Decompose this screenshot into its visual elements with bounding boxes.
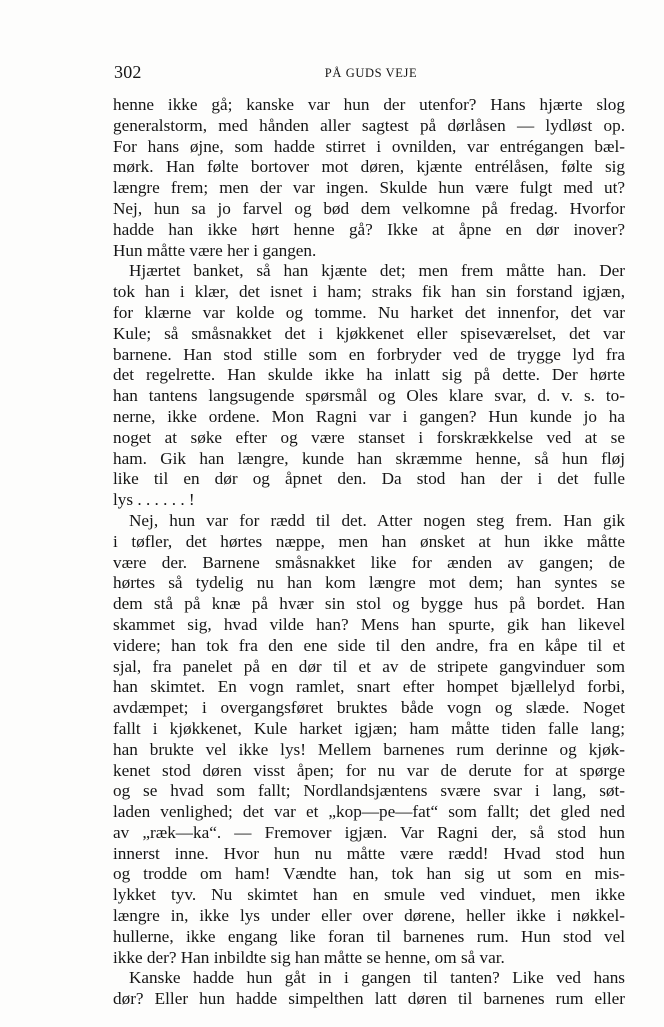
text-line: han brukte vel ikke lys! Mellem barnenes rum derinne og kjøk- (113, 739, 625, 759)
text-line: længre in, ikke lys under eller over dørene, heller ikke i nøkkel- (113, 906, 625, 926)
text-line: av „ræk—ka“. — Fremover igjæn. Var Ragni der, så stod hun (113, 822, 625, 842)
text-line: Hjærtet banket, så han kjænte det; men frem måtte han. Der (129, 261, 625, 281)
text-line: i tøfler, det hørtes næppe, men han ønsket at hun ikke måtte (113, 531, 625, 551)
text-line: Hun måtte være her i gangen. (113, 240, 317, 260)
text-line: lykket tyv. Nu skimtet han en smule ved vinduet, men ikke (113, 885, 625, 905)
text-line: for klærne var kolde og tomme. Nu harket det innenfor, det var (113, 302, 625, 322)
text-line: hørtes så tydelig nu han kom længre mot dem; han syntes se (113, 573, 625, 593)
text-line: Kule; så småsnakket det i kjøkkenet eller spiseværelset, det var (113, 323, 625, 343)
text-line: For hans øjne, som hadde stirret i ovnilden, var entrégangen bæl- (113, 136, 625, 156)
text-line: Kanske hadde hun gåt in i gangen til tanten? Like ved hans (129, 968, 625, 988)
text-line: like til en dør og åpnet den. Da stod han der i det fulle (113, 469, 625, 489)
text-line: hullerne, ikke engang like foran til barnenes rum. Hun stod vel (113, 926, 625, 946)
text-line: og se hvad som fallt; Nordlandsjæntens svære svar i lang, søt- (113, 781, 625, 801)
text-line: innerst inne. Hvor hun nu måtte være rædd! Hvad stod hun (113, 843, 625, 863)
text-line: være der. Barnene småsnakket like for ænden av gangen; de (113, 552, 625, 572)
text-line: Nej, hun sa jo farvel og bød dem velkomne på fredag. Hvorfor (113, 198, 625, 218)
text-line: skammet sig, hvad vilde han? Mens han spurte, gik han likevel (113, 614, 625, 634)
text-line: dør? Eller hun hadde simpelthen latt døren til barnenes rum eller (113, 989, 625, 1009)
text-line: tok han i klær, det isnet i ham; straks fik han sin forstand igjæn, (113, 282, 625, 302)
text-line: barnene. Han stod stille som en forbryder ved de trygge lyd fra (113, 344, 625, 364)
text-line: dem stå på knæ på hvær sin stol og bygge hus på bordet. Han (113, 594, 625, 614)
text-line: han tantens langsugende spørsmål og Oles klare svar, d. v. s. to- (113, 386, 625, 406)
text-line: og trodde om ham! Vændte han, tok han sig ut som en mis- (113, 864, 625, 884)
text-line: videre; han tok fra den ene side til den andre, fra en kåpe til et (113, 635, 625, 655)
text-line: generalstorm, med hånden aller sagtest på dørlåsen — lydløst op. (113, 115, 625, 135)
text-line: henne ikke gå; kanske var hun der utenfor? Hans hjærte slog (113, 95, 625, 114)
text-line: avdæmpet; i overgangsføret bruktes både vogn og slæde. Noget (113, 698, 625, 718)
text-line: fallt i kjøkkenet, Kule harket igjæn; ham måtte tiden falle lang; (113, 718, 625, 738)
text-line: lys . . . . . . ! (113, 490, 195, 510)
text-line: ham. Gik han længre, kunde han skræmme henne, så hun fløj (113, 448, 625, 468)
text-line: Nej, hun var for rædd til det. Atter nogen steg frem. Han gik (129, 510, 625, 530)
body-text (113, 95, 625, 1010)
text-line: sjal, fra panelet på en dør til et av de stripete gangvinduer som (113, 656, 625, 676)
text-line: han skimtet. En vogn ramlet, snart efter hompet bjællelyd forbi, (113, 677, 625, 697)
text-line: ikke der? Han inbildte sig han måtte se henne, om så var. (113, 947, 505, 967)
text-line: det regelrette. Han skulde ikke ha inlatt sig på dette. Der hørte (113, 365, 625, 385)
text-line: mørk. Han følte bortover mot døren, kjænte entrélåsen, følte sig (113, 157, 625, 177)
text-line: nerne, ikke ordene. Mon Ragni var i gangen? Hun kunde jo ha (113, 406, 625, 426)
running-title: PÅ GUDS VEJE (324, 66, 418, 80)
text-line: noget at søke efter og være stanset i forskrækkelse ved at se (113, 427, 625, 447)
page-number: 302 (114, 62, 142, 82)
text-line: laden venlighed; det var et „kop—pe—fat“ som fallt; det gled ned (113, 802, 625, 822)
page-header (114, 62, 628, 86)
text-line: hadde han ikke hørt henne gå? Ikke at åpne en dør inover? (113, 219, 625, 239)
text-line: længre frem; men der var ingen. Skulde hun være fulgt med ut? (113, 178, 625, 198)
text-line: kenet stod døren visst åpen; for nu var de derute for at spørge (113, 760, 625, 780)
